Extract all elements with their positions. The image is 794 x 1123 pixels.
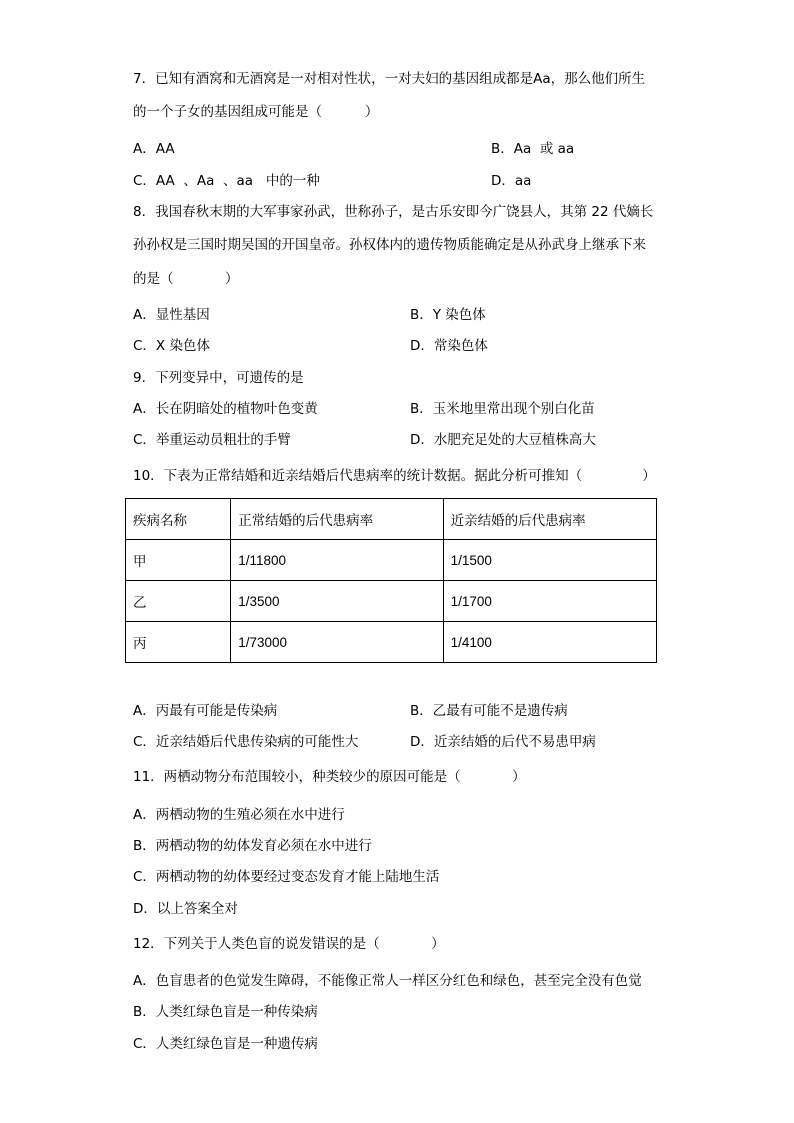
q8-stem-line3: 的是（ ）	[133, 271, 239, 287]
q9-option-b: B．玉米地里常出现个别白化苗	[410, 401, 595, 417]
q7-option-a: A．AA	[133, 141, 175, 157]
table-header-cell: 正常结婚的后代患病率	[231, 499, 443, 540]
q10-stem: 10．下表为正常结婚和近亲结婚后代患病率的统计数据。据此分析可推知（ ）	[133, 468, 656, 484]
q10-data-table	[125, 498, 657, 663]
q8-option-b: B．Y 染色体	[410, 307, 486, 323]
q10-option-b: B．乙最有可能不是遗传病	[410, 703, 568, 719]
q10-option-d: D．近亲结婚的后代不易患甲病	[410, 734, 596, 750]
q7-stem-line1: 7．已知有酒窝和无酒窝是一对相对性状，一对夫妇的基因组成都是Aa，那么他们所生	[133, 71, 646, 87]
table-row	[126, 622, 657, 663]
table-cell: 1/11800	[231, 540, 443, 581]
q12-option-a: A．色盲患者的色觉发生障碍，不能像正常人一样区分红色和绿色，甚至完全没有色觉	[133, 973, 642, 989]
q10-option-a: A．丙最有可能是传染病	[133, 703, 278, 719]
q9-stem: 9．下列变异中，可遗传的是	[133, 370, 304, 386]
table-cell: 甲	[126, 540, 231, 581]
q8-option-a: A．显性基因	[133, 307, 210, 323]
table-cell: 丙	[126, 622, 231, 663]
table-header-cell: 疾病名称	[126, 499, 231, 540]
q8-option-c: C．X 染色体	[133, 338, 210, 354]
q7-stem-line2: 的一个子女的基因组成可能是（ ）	[133, 104, 379, 120]
table-header-cell: 近亲结婚的后代患病率	[443, 499, 656, 540]
q7-option-c: C．AA 、Aa 、aa 中的一种	[133, 173, 320, 189]
q9-option-c: C．举重运动员粗壮的手臂	[133, 432, 291, 448]
q12-option-b: B．人类红绿色盲是一种传染病	[133, 1004, 318, 1020]
table-row	[126, 581, 657, 622]
q12-option-c: C．人类红绿色盲是一种遗传病	[133, 1036, 318, 1052]
q8-option-d: D．常染色体	[410, 338, 488, 354]
q7-option-d: D．aa	[491, 173, 532, 189]
table-cell: 1/1500	[443, 540, 656, 581]
q10-option-c: C．近亲结婚后代患传染病的可能性大	[133, 734, 359, 750]
q11-option-c: C．两栖动物的幼体要经过变态发育才能上陆地生活	[133, 869, 440, 885]
q7-option-b: B．Aa 或 aa	[491, 141, 575, 157]
q12-stem: 12．下列关于人类色盲的说发错误的是（ ）	[133, 936, 445, 952]
q8-stem-line1: 8．我国春秋末期的大军事家孙武，世称孙子，是古乐安即今广饶县人，其第 22 代嫡长	[133, 204, 654, 220]
q11-option-b: B．两栖动物的幼体发育必须在水中进行	[133, 838, 372, 854]
q8-stem-line2: 孙孙权是三国时期吴国的开国皇帝。孙权体内的遗传物质能确定是从孙武身上继承下来	[133, 237, 646, 253]
table-cell: 乙	[126, 581, 231, 622]
table-header-row	[126, 499, 657, 540]
q11-stem: 11．两栖动物分布范围较小，种类较少的原因可能是（ ）	[133, 769, 526, 785]
q11-option-a: A．两栖动物的生殖必须在水中进行	[133, 807, 345, 823]
table-cell: 1/3500	[231, 581, 443, 622]
q11-option-d: D．以上答案全对	[133, 901, 238, 917]
table-cell: 1/73000	[231, 622, 443, 663]
q9-option-d: D．水肥充足处的大豆植株高大	[410, 432, 596, 448]
table-cell: 1/4100	[443, 622, 656, 663]
table-row	[126, 540, 657, 581]
q9-option-a: A．长在阴暗处的植物叶色变黄	[133, 401, 318, 417]
table-cell: 1/1700	[443, 581, 656, 622]
